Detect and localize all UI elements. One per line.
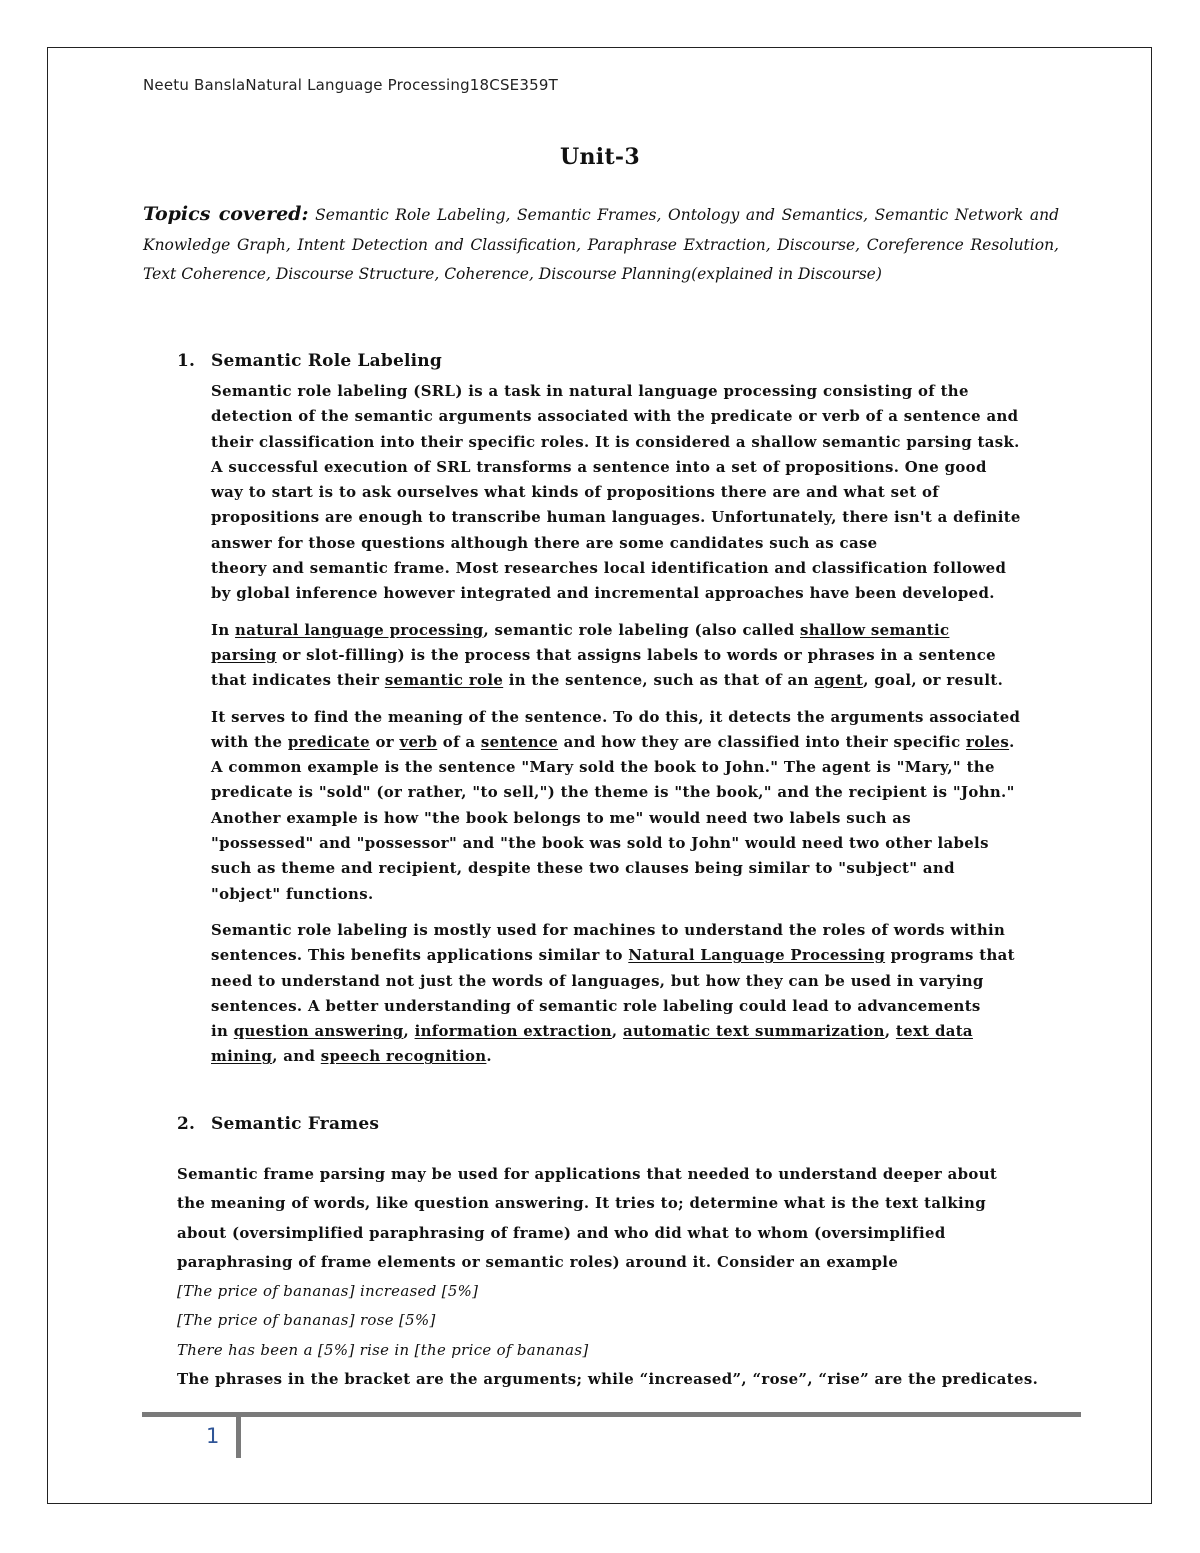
text-line: sentences. This benefits applications similar to Natural Language Processing programs that <box>211 946 1015 965</box>
text-line: with the predicate or verb of a sentence and how they are classified into their specific roles. <box>211 732 1015 751</box>
text-line: "object" functions. <box>211 884 374 903</box>
text-line: A successful execution of SRL transforms a sentence into a set of propositions. One good <box>211 457 987 476</box>
link-text-data-mining[interactable]: text data <box>895 1022 973 1041</box>
text-line: Another example is how "the book belongs to me" would need two labels such as <box>211 808 912 827</box>
link-predicate[interactable]: predicate <box>287 732 370 751</box>
frame-example: There has been a [5%] rise in [the price of bananas] <box>177 1340 589 1359</box>
text-line: predicate is "sold" (or rather, "to sell,") the theme is "the book," and the recipient is "John." <box>211 783 1015 802</box>
link-sentence[interactable]: sentence <box>480 732 559 751</box>
link-verb[interactable]: verb <box>399 732 438 751</box>
text-line: Semantic role labeling (SRL) is a task in natural language processing consisting of the <box>211 382 969 400</box>
topics-label: Topics covered: <box>143 203 309 225</box>
section-1-heading <box>177 351 442 371</box>
link-natural-language-processing[interactable]: natural language processing <box>235 620 484 639</box>
link-information-extraction[interactable]: information extraction <box>414 1022 612 1041</box>
text-line: mining, and speech recognition. <box>211 1047 492 1066</box>
topics-covered <box>143 200 1059 290</box>
srl-paragraph-4 <box>211 918 1021 1070</box>
section-2-heading <box>177 1114 379 1134</box>
text-line: way to start is to ask ourselves what kinds of propositions there are and what set of <box>211 483 940 502</box>
text-line: about (oversimplified paraphrasing of frame) and who did what to whom (oversimplified <box>177 1223 946 1242</box>
link-shallow-semantic-parsing[interactable]: shallow semantic <box>800 620 950 639</box>
footer-divider <box>236 1415 241 1458</box>
srl-paragraph-3 <box>211 705 1021 907</box>
text-line: that indicates their semantic role in the sentence, such as that of an agent, goal, or result. <box>211 671 1004 690</box>
section-2-number: 2. <box>177 1114 196 1134</box>
link-semantic-role[interactable]: semantic role <box>384 671 504 690</box>
frame-example: [The price of bananas] increased [5%] <box>177 1282 479 1301</box>
topics-list: Semantic Role Labeling, Semantic Frames, Ontology and Semantics, Semantic Network and Knowledge Graph, Intent Detection and Classification, Paraphrase Extraction, Discourse, Coreference Resolution, Text Coherence, Discourse Structure, Coherence, Discourse Planning(explained in Discourse) <box>143 206 1059 283</box>
link-text-data-mining-cont[interactable]: mining <box>211 1047 273 1066</box>
frame-example: [The price of bananas] rose [5%] <box>177 1311 436 1330</box>
text-line: in question answering, information extraction, automatic text summarization, text data <box>211 1022 973 1041</box>
link-question-answering[interactable]: question answering <box>233 1022 404 1041</box>
link-nlp[interactable]: Natural Language Processing <box>628 946 886 965</box>
page-header: Neetu BanslaNatural Language Processing18CSE359T <box>143 76 558 94</box>
section-1-body <box>211 379 1021 1081</box>
text-line: such as theme and recipient, despite these two clauses being similar to "subject" and <box>211 859 955 878</box>
text-line: Semantic role labeling is mostly used for machines to understand the roles of words within <box>211 920 1006 939</box>
text-line: the meaning of words, like question answering. It tries to; determine what is the text talking <box>177 1194 986 1213</box>
text-line: A common example is the sentence "Mary sold the book to John." The agent is "Mary," the <box>211 758 995 777</box>
text-line: by global inference however integrated and incremental approaches have been developed. <box>211 584 995 603</box>
footer-rule <box>142 1412 1081 1417</box>
text-line: "possessed" and "possessor" and "the book was sold to John" would need two other labels <box>211 834 989 853</box>
section-2-body <box>177 1160 1038 1394</box>
link-speech-recognition[interactable]: speech recognition <box>320 1047 487 1066</box>
section-1-number: 1. <box>177 351 196 371</box>
link-automatic-text-summarization[interactable]: automatic text summarization <box>622 1022 885 1041</box>
text-line: their classification into their specific roles. It is considered a shallow semantic parsing task. <box>211 432 1020 451</box>
text-line: Semantic frame parsing may be used for applications that needed to understand deeper about <box>177 1165 998 1183</box>
section-2-title: Semantic Frames <box>211 1114 380 1134</box>
text-line: propositions are enough to transcribe human languages. Unfortunately, there isn't a definite <box>211 508 1021 527</box>
page-number: 1 <box>206 1424 220 1448</box>
text-line: parsing or slot-filling) is the process that assigns labels to words or phrases in a sentence <box>211 645 996 664</box>
text-line: theory and semantic frame. Most researches local identification and classification followed <box>211 559 1007 578</box>
link-roles[interactable]: roles <box>966 732 1010 751</box>
text-line: paraphrasing of frame elements or semantic roles) around it. Consider an example <box>177 1252 899 1271</box>
text-line: In natural language processing, semantic role labeling (also called shallow semantic <box>211 620 950 639</box>
text-line: answer for those questions although there are some candidates such as case <box>211 533 878 552</box>
page-title: Unit-3 <box>560 144 640 170</box>
srl-paragraph-1 <box>211 379 1021 607</box>
section-1-title: Semantic Role Labeling <box>211 351 442 371</box>
text-line: detection of the semantic arguments associated with the predicate or verb of a sentence and <box>211 407 1019 426</box>
link-agent[interactable]: agent <box>814 671 864 690</box>
text-line: It serves to find the meaning of the sentence. To do this, it detects the arguments associated <box>211 707 1021 726</box>
text-line: need to understand not just the words of languages, but how they can be used in varying <box>211 971 984 990</box>
srl-paragraph-2 <box>211 618 1021 694</box>
text-line: The phrases in the bracket are the arguments; while “increased”, “rose”, “rise” are the predicates. <box>177 1370 1039 1389</box>
link-shallow-semantic-parsing-cont[interactable]: parsing <box>211 645 277 664</box>
text-line: sentences. A better understanding of semantic role labeling could lead to advancements <box>211 996 981 1015</box>
